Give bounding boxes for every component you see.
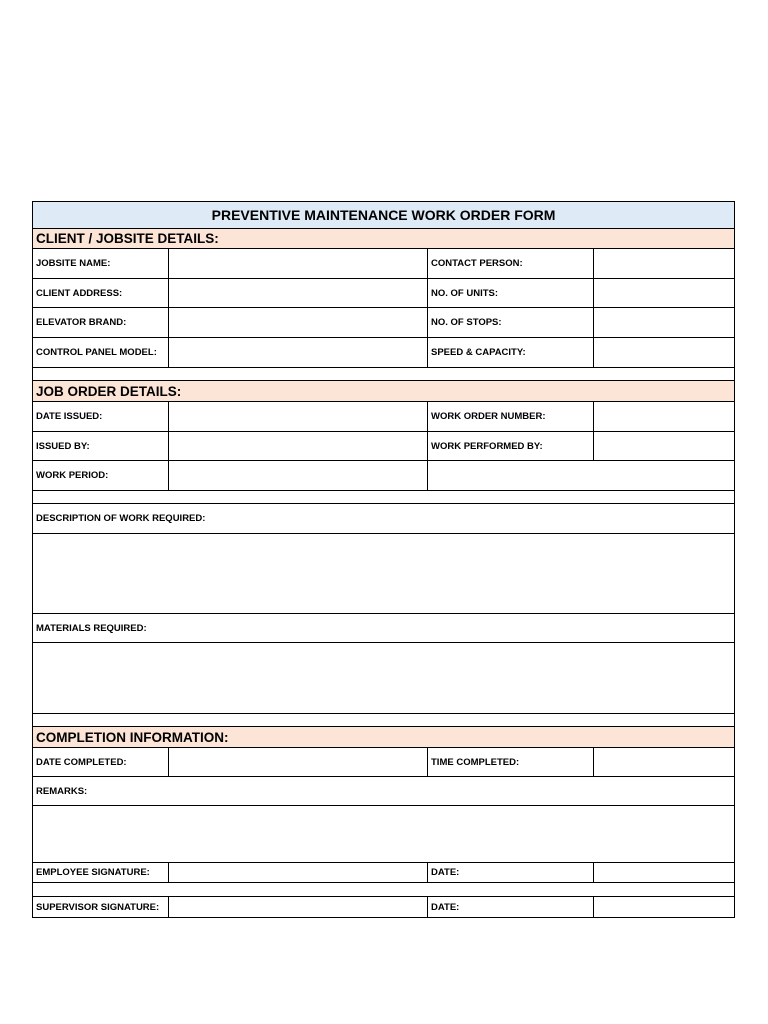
control-panel-model-field[interactable] [169,338,428,368]
form-row [33,806,735,863]
client-section-header [33,229,735,249]
job-section-heading: JOB ORDER DETAILS: [33,381,735,402]
issued-by-label: ISSUED BY: [33,432,169,461]
issued-by-field[interactable] [169,432,428,461]
date-completed-field[interactable] [169,748,428,777]
form-row [33,748,735,777]
work-order-form [32,201,734,918]
form-row [33,534,735,614]
completion-section-header [33,727,735,748]
date-issued-label: DATE ISSUED: [33,402,169,432]
supervisor-signature-field[interactable] [169,897,428,918]
supervisor-date-label: DATE: [428,897,594,918]
time-completed-field[interactable] [594,748,735,777]
spacer-row [33,883,735,897]
form-row [33,863,735,883]
materials-field[interactable] [33,643,735,714]
no-of-units-field[interactable] [594,279,735,308]
client-address-field[interactable] [169,279,428,308]
date-completed-label: DATE COMPLETED: [33,748,169,777]
jobsite-name-field[interactable] [169,249,428,279]
spacer-cell [33,714,735,727]
form-title-row [33,202,735,229]
employee-signature-field[interactable] [169,863,428,883]
form-row [33,461,735,491]
form-row [33,308,735,338]
no-of-stops-field[interactable] [594,308,735,338]
date-issued-field[interactable] [169,402,428,432]
control-panel-model-label: CONTROL PANEL MODEL: [33,338,169,368]
remarks-label: REMARKS: [33,777,735,806]
client-address-label: CLIENT ADDRESS: [33,279,169,308]
form-row [33,432,735,461]
jobsite-name-label: JOBSITE NAME: [33,249,169,279]
spacer-cell [33,883,735,897]
speed-capacity-label: SPEED & CAPACITY: [428,338,594,368]
supervisor-date-field[interactable] [594,897,735,918]
form-row [33,249,735,279]
no-of-units-label: NO. OF UNITS: [428,279,594,308]
work-period-label: WORK PERIOD: [33,461,169,491]
speed-capacity-field[interactable] [594,338,735,368]
form-title: PREVENTIVE MAINTENANCE WORK ORDER FORM [33,202,735,229]
elevator-brand-label: ELEVATOR BRAND: [33,308,169,338]
work-period-extra-field[interactable] [428,461,735,491]
elevator-brand-field[interactable] [169,308,428,338]
spacer-row [33,368,735,381]
form-row [33,643,735,714]
work-order-number-field[interactable] [594,402,735,432]
client-section-heading: CLIENT / JOBSITE DETAILS: [33,229,735,249]
no-of-stops-label: NO. OF STOPS: [428,308,594,338]
form-row [33,402,735,432]
description-label: DESCRIPTION OF WORK REQUIRED: [33,504,735,534]
work-period-field[interactable] [169,461,428,491]
work-performed-by-label: WORK PERFORMED BY: [428,432,594,461]
job-section-header [33,381,735,402]
spacer-cell [33,491,735,504]
form-row [33,897,735,918]
spacer-row [33,714,735,727]
description-field[interactable] [33,534,735,614]
time-completed-label: TIME COMPLETED: [428,748,594,777]
materials-label: MATERIALS REQUIRED: [33,614,735,643]
form-row [33,338,735,368]
form-row [33,614,735,643]
remarks-field[interactable] [33,806,735,863]
contact-person-label: CONTACT PERSON: [428,249,594,279]
spacer-cell [33,368,735,381]
completion-section-heading: COMPLETION INFORMATION: [33,727,735,748]
form-row [33,777,735,806]
supervisor-signature-label: SUPERVISOR SIGNATURE: [33,897,169,918]
form-row [33,279,735,308]
employee-date-label: DATE: [428,863,594,883]
contact-person-field[interactable] [594,249,735,279]
form-table [32,201,735,918]
form-row [33,504,735,534]
work-performed-by-field[interactable] [594,432,735,461]
employee-date-field[interactable] [594,863,735,883]
spacer-row [33,491,735,504]
work-order-number-label: WORK ORDER NUMBER: [428,402,594,432]
employee-signature-label: EMPLOYEE SIGNATURE: [33,863,169,883]
